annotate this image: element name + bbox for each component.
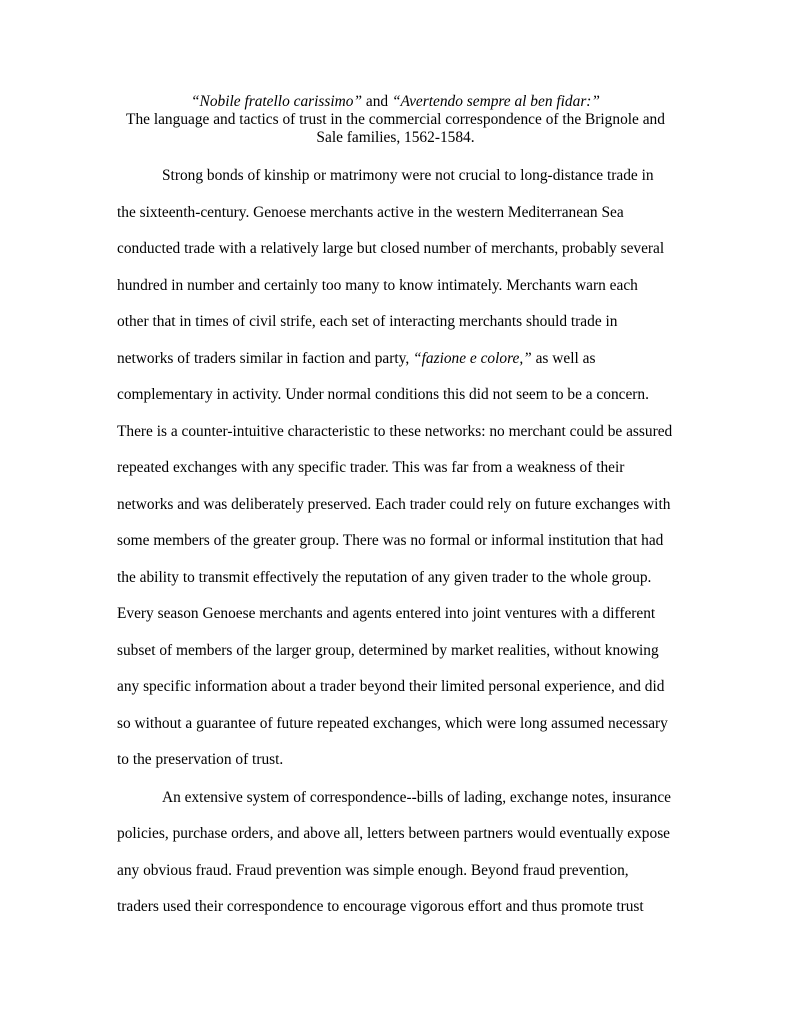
paragraph-line: networks and was deliberately preserved. Each trader could rely on future exchanges with: [117, 496, 671, 513]
line-text: as well as: [531, 350, 596, 367]
paragraph-line: An extensive system of correspondence--bills of lading, exchange notes, insurance: [162, 789, 672, 806]
title-conjunction: and: [362, 93, 392, 110]
document-title: [110, 93, 681, 147]
paragraph-line: complementary in activity. Under normal conditions this did not seem to be a concern.: [117, 386, 649, 403]
paragraph-line: Every season Genoese merchants and agents entered into joint ventures with a different: [117, 605, 656, 622]
paragraph-line: There is a counter-intuitive characteristic to these networks: no merchant could be assured: [117, 423, 673, 440]
title-quote-2: “Avertendo sempre al ben fidar:”: [391, 93, 600, 110]
line-text: networks of traders similar in faction and party,: [117, 350, 414, 367]
title-quote-1: “Nobile fratello carissimo”: [191, 93, 363, 110]
paragraph-line: policies, purchase orders, and above all, letters between partners would eventually expose: [117, 825, 671, 842]
paragraph-line: the ability to transmit effectively the reputation of any given trader to the whole group.: [117, 569, 652, 586]
paragraph-line: the sixteenth-century. Genoese merchants active in the western Mediterranean Sea: [117, 204, 624, 221]
paragraph-line: so without a guarantee of future repeated exchanges, which were long assumed necessary: [117, 715, 668, 732]
paragraph-line: any specific information about a trader beyond their limited personal experience, and did: [117, 678, 665, 695]
paragraph-line: Strong bonds of kinship or matrimony were not crucial to long-distance trade in: [162, 167, 654, 184]
paragraph-line: traders used their correspondence to encourage vigorous effort and thus promote trust: [117, 898, 644, 915]
title-line-1: [110, 93, 681, 111]
paragraph-line: [117, 350, 595, 368]
paragraph-line: hundred in number and certainly too many to know intimately. Merchants warn each: [117, 277, 638, 294]
paragraph-line: other that in times of civil strife, each set of interacting merchants should trade in: [117, 313, 618, 330]
paragraph-line: subset of members of the larger group, determined by market realities, without knowing: [117, 642, 659, 659]
title-line-2: The language and tactics of trust in the commercial correspondence of the Brignole and: [126, 111, 665, 128]
paragraph-line: conducted trade with a relatively large but closed number of merchants, probably several: [117, 240, 665, 257]
paragraph-line: some members of the greater group. There was no formal or informal institution that had: [117, 532, 664, 549]
paragraph-line: repeated exchanges with any specific trader. This was far from a weakness of their: [117, 459, 625, 476]
italic-quote: “fazione e colore,”: [413, 350, 532, 367]
title-line-3: Sale families, 1562-1584.: [316, 129, 475, 146]
paragraph-line: to the preservation of trust.: [117, 751, 284, 768]
paragraph-line: any obvious fraud. Fraud prevention was simple enough. Beyond fraud prevention,: [117, 862, 629, 879]
